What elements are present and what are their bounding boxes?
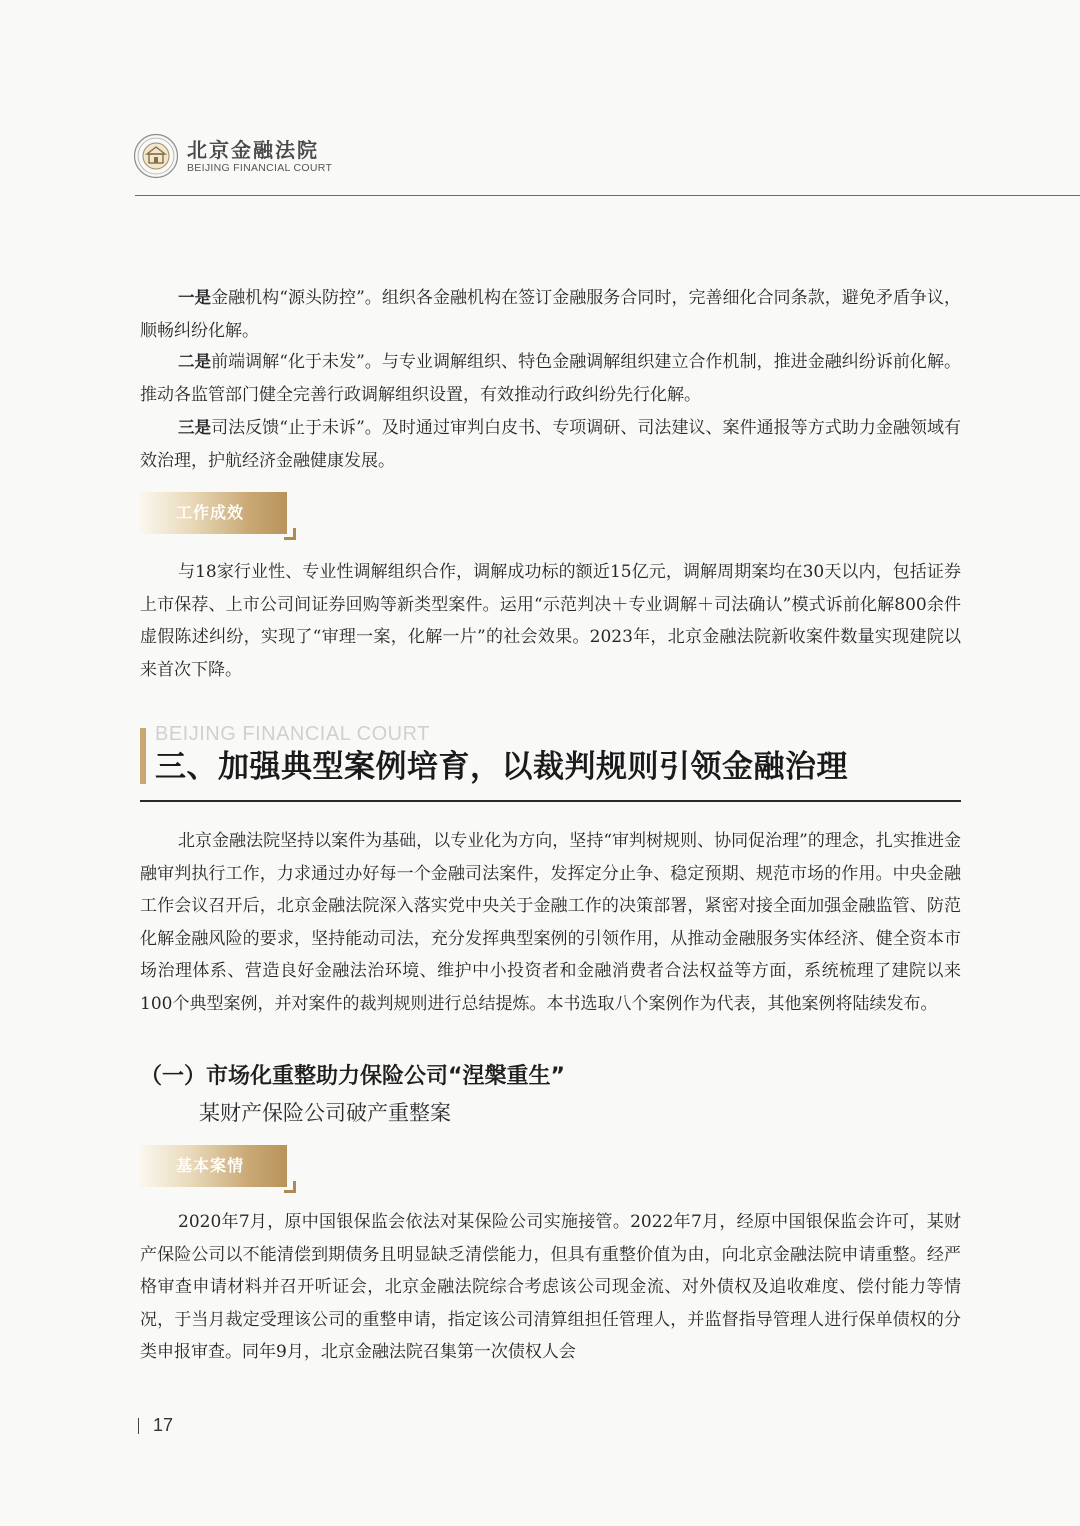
point-one xyxy=(140,282,961,347)
tag-corner-decoration xyxy=(284,1181,296,1193)
section-body: 北京金融法院坚持以案件为基础，以专业化为方向，坚持“审判树规则、协同促治理”的理念，扎实推进金融审判执行工作，力求通过办好每一个金融司法案件，发挥定分止争、稳定预期、规范市场的作用。中央金融工作会议召开后，北京金融法院深入落实党中央关于金融工作的决策部署，紧密对接全面加强金融监管、防范化解金融风险的要求，坚持能动司法，充分发挥典型案例的引领作用，从推动金融服务实体经济、健全资本市场治理体系、营造良好金融法治环境、维护中小投资者和金融消费者合法权益等方面，系统梳理了建院以来100个典型案例，并对案件的裁判规则进行总结提炼。本书选取八个案例作为代表，其他案例将陆续发布。 xyxy=(140,831,961,1014)
section-accent-bar xyxy=(140,728,146,784)
point-three xyxy=(140,412,961,477)
case-facts-tag-label: 基本案情 xyxy=(176,1156,245,1175)
results-tag xyxy=(140,492,287,534)
point-lead: 三是 xyxy=(178,418,212,437)
point-lead: 一是 xyxy=(178,288,212,307)
case-title: （一）市场化重整助力保险公司“涅槃重生” xyxy=(140,1064,565,1089)
header-divider xyxy=(135,195,1080,196)
results-paragraph: 与18家行业性、专业性调解组织合作，调解成功标的额近15亿元，调解周期案均在30天以内，包括证券上市保荐、上市公司间证券回购等新类型案件。运用“示范判决＋专业调解＋司法确认”模式诉前化解800余件虚假陈述纠纷，实现了“审理一案，化解一片”的社会效果。2023年，北京金融法院新收案件数量实现建院以来首次下降。 xyxy=(140,562,961,680)
section-en-label: BEIJING FINANCIAL COURT xyxy=(155,723,430,745)
point-two xyxy=(140,346,961,411)
point-text: 前端调解“化于未发”。与专业调解组织、特色金融调解组织建立合作机制，推进金融纠纷诉前化解。推动各监管部门健全完善行政调解组织设置，有效推动行政纠纷先行化解。 xyxy=(140,352,961,405)
case-facts-paragraph: 2020年7月，原中国银保监会依法对某保险公司实施接管。2022年7月，经原中国银保监会许可，某财产保险公司以不能清偿到期债务且明显缺乏清偿能力，但具有重整价值为由，向北京金融法院申请重整。经严格审查申请材料并召开听证会，北京金融法院综合考虑该公司现金流、对外债权及追收难度、偿付能力等情况，于当月裁定受理该公司的重整申请，指定该公司清算组担任管理人，并监督指导管理人进行保单债权的分类申报审查。同年9月，北京金融法院召集第一次债权人会 xyxy=(140,1212,961,1362)
page-number-marker xyxy=(138,1418,139,1434)
tag-corner-decoration xyxy=(284,528,296,540)
brand-name-cn: 北京金融法院 xyxy=(187,137,319,162)
point-text: 金融机构“源头防控”。组织各金融机构在签订金融服务合同时，完善细化合同条款，避免矛盾争议，顺畅纠纷化解。 xyxy=(140,288,961,341)
point-lead: 二是 xyxy=(178,352,212,371)
case-subtitle: 某财产保险公司破产重整案 xyxy=(199,1101,451,1125)
results-tag-label: 工作成效 xyxy=(176,503,245,522)
case-facts-tag xyxy=(140,1145,287,1187)
section-title: 三、加强典型案例培育，以裁判规则引领金融治理 xyxy=(155,749,848,785)
court-emblem-icon xyxy=(133,133,179,179)
point-text: 司法反馈“止于未诉”。及时通过审判白皮书、专项调研、司法建议、案件通报等方式助力金融领域有效治理，护航经济金融健康发展。 xyxy=(140,418,961,471)
page-header xyxy=(133,132,332,180)
page-number: 17 xyxy=(153,1415,174,1435)
section-divider xyxy=(140,800,961,802)
brand-name-en: BEIJING FINANCIAL COURT xyxy=(187,161,333,174)
